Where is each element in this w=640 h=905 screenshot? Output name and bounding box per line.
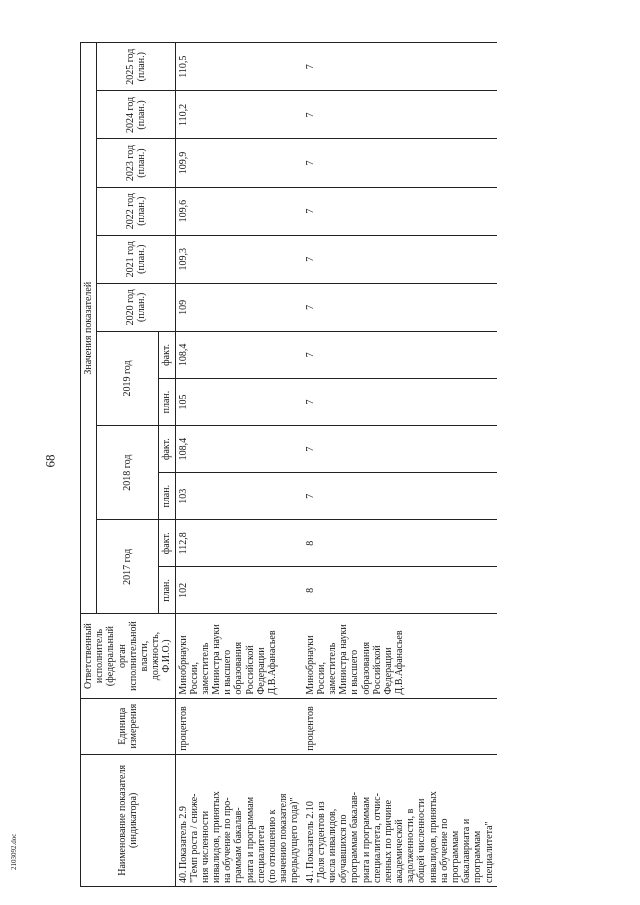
footer-filename: 2103092.doc [10,833,18,870]
executor-cell: Минобрнауки России, заместитель Министра науки и высшего образования Российской Федерации Д.В.Афанасьев [175,614,303,698]
header-2021: 2021 год (план.) [97,235,175,283]
header-values: Значения показателей [81,43,97,614]
header-2017: 2017 год [97,520,159,614]
value-cell: 105 [175,378,303,425]
value-cell: 8 [303,520,497,567]
indicators-table [80,42,497,887]
rotated-table-wrapper [80,42,640,887]
executor-cell: Минобрнауки России, заместитель Министра науки и высшего образования Российской Федерации Д.В.Афанасьев [303,614,497,698]
value-cell: 7 [303,139,497,187]
indicator-cell [175,754,303,886]
table-row [175,43,303,887]
header-plan: план. [159,473,175,520]
value-cell: 7 [303,187,497,235]
header-plan: план. [159,567,175,614]
value-cell: 7 [303,331,497,378]
value-cell: 102 [175,567,303,614]
header-executor: Ответственный исполнитель (федеральный орган исполнительной власти, должность, Ф.И.О.) [81,614,176,698]
value-cell: 103 [175,473,303,520]
value-cell: 7 [303,235,497,283]
row-number: 40. [177,870,189,883]
header-2022: 2022 год (план.) [97,187,175,235]
value-cell: 109 [175,283,303,331]
value-cell: 7 [303,43,497,91]
header-2019: 2019 год [97,331,159,425]
header-unit: Единица измерения [81,698,176,754]
unit-cell: процентов [175,698,303,754]
value-cell: 7 [303,473,497,520]
value-cell: 7 [303,378,497,425]
header-2018: 2018 год [97,426,159,520]
value-cell: 7 [303,426,497,473]
value-cell: 110,2 [175,91,303,139]
header-2024: 2024 год (план.) [97,91,175,139]
value-cell: 109,3 [175,235,303,283]
value-cell: 108,4 [175,331,303,378]
row-number: 41. [304,870,316,883]
table-row [303,43,497,887]
indicator-cell [303,754,497,886]
indicator-text: Показатель 2.10 "Доля студентов из числа инвалидов, обучавшихся по программам бакалав- риата и программам специалитета, отчис- ленных по причине академической задолженности, в общей численности инвалидов, принятых на обучение по программам бакалавриата и программам специалитета" [304,791,495,883]
value-cell: 109,9 [175,139,303,187]
value-cell: 110,5 [175,43,303,91]
value-cell: 112,8 [175,520,303,567]
value-cell: 109,6 [175,187,303,235]
value-cell: 108,4 [175,426,303,473]
unit-cell: процентов [303,698,497,754]
indicator-text: Показатель 2.9 "Темп роста / сниже- ния численности инвалидов, принятых на обучение по про- граммам бакалав- риата и программам специалитета (по отношению к значению показателя предыдущего года)" [177,791,301,883]
value-cell: 7 [303,283,497,331]
header-indicator: Наименование показателя (индикатора) [81,754,176,886]
page-number: 68 [42,454,58,468]
header-fact: факт. [159,331,175,378]
value-cell: 8 [303,567,497,614]
header-2023: 2023 год (план.) [97,139,175,187]
value-cell: 7 [303,91,497,139]
header-fact: факт. [159,520,175,567]
header-2020: 2020 год (план.) [97,283,175,331]
header-fact: факт. [159,426,175,473]
header-plan: план. [159,378,175,425]
header-2025: 2025 год (план.) [97,43,175,91]
